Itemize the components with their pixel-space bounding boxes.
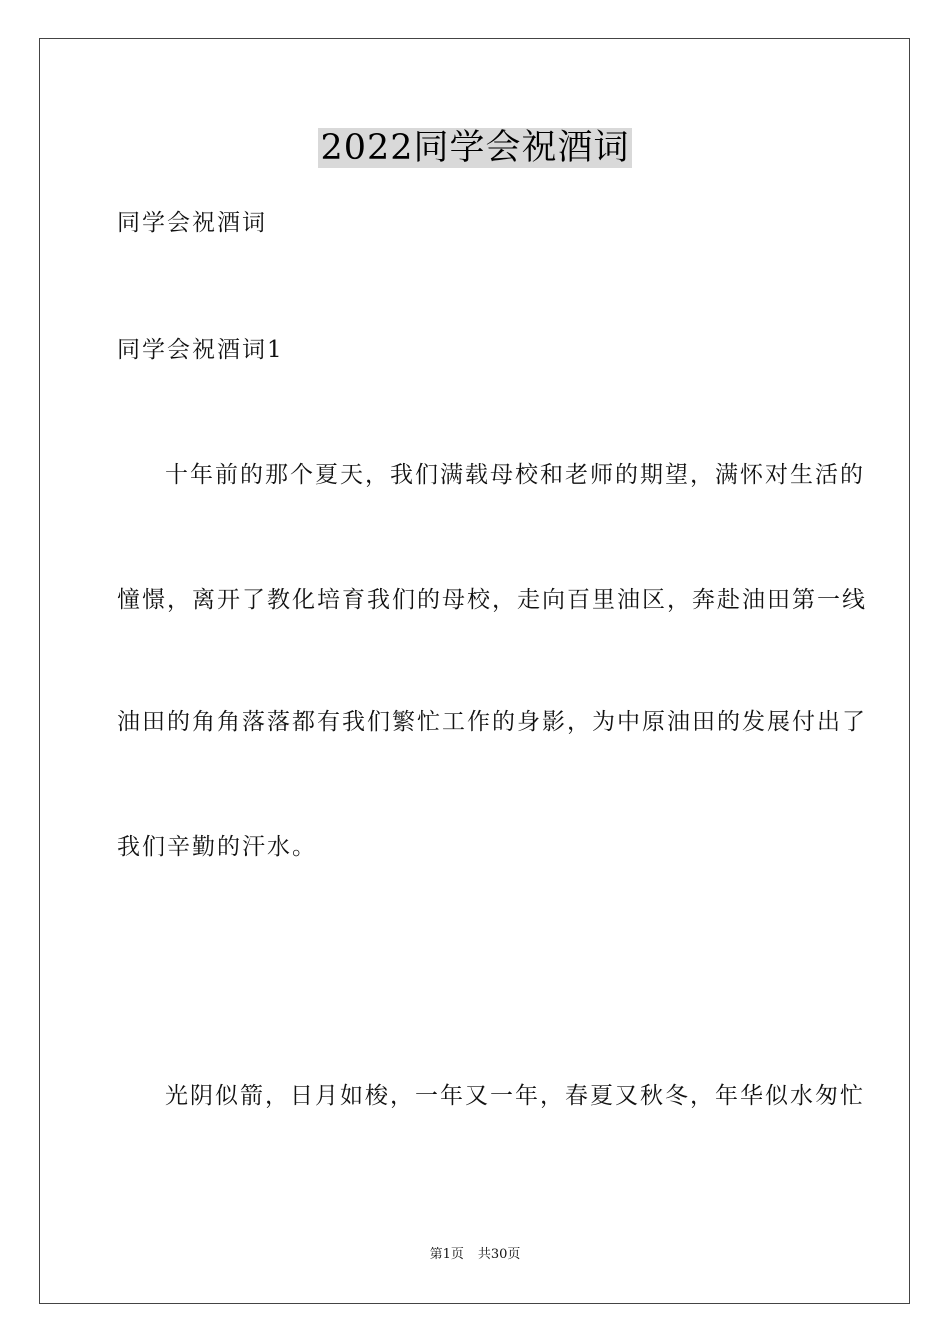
paragraph-line: 憧憬，离开了教化培育我们的母校，走向百里油区，奔赴油田第一线 xyxy=(117,587,867,613)
paragraph-line: 油田的角角落落都有我们繁忙工作的身影，为中原油田的发展付出了 xyxy=(117,709,867,735)
title-container xyxy=(0,128,950,168)
paragraph-line: 光阴似箭，日月如梭，一年又一年，春夏又秋冬，年华似水匆忙 xyxy=(165,1083,865,1109)
page-total: 共30页 xyxy=(477,1247,521,1262)
document-title: 2022同学会祝酒词 xyxy=(320,128,630,168)
page-number: 第1页 xyxy=(429,1247,464,1262)
paragraph-line: 十年前的那个夏天，我们满载母校和老师的期望，满怀对生活的 xyxy=(165,462,865,488)
section-heading: 同学会祝酒词1 xyxy=(117,337,284,363)
document-subtitle: 同学会祝酒词 xyxy=(117,210,267,236)
paragraph-line: 我们辛勤的汗水。 xyxy=(117,834,317,860)
page-footer xyxy=(0,1247,950,1263)
